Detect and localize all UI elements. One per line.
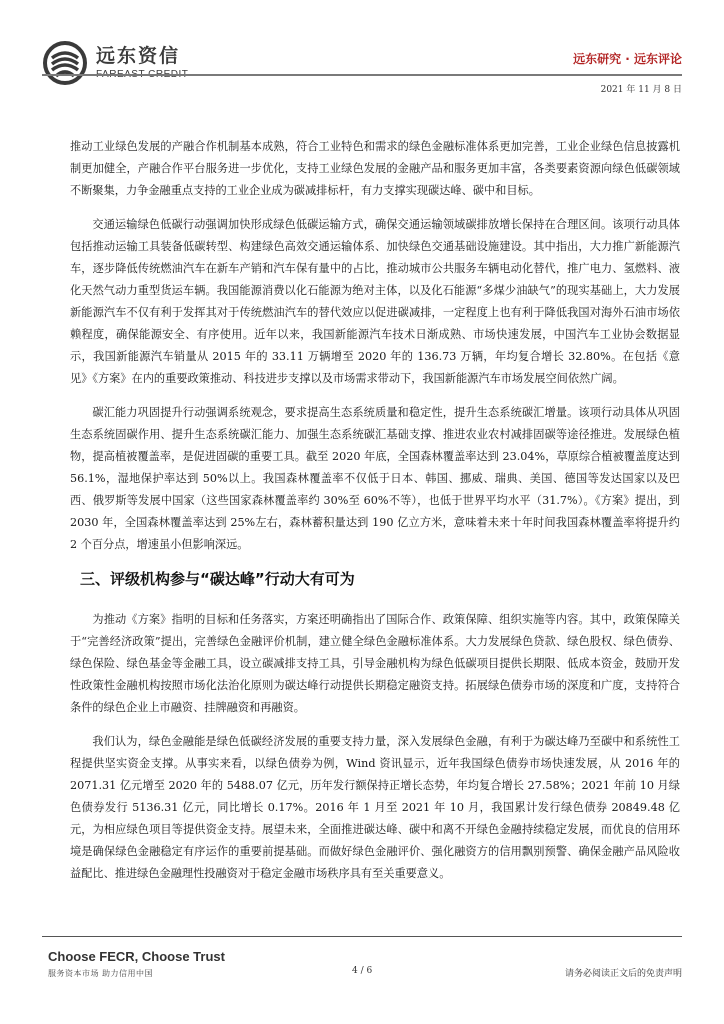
footer-disclaimer: 请务必阅读正文后的免责声明 bbox=[564, 969, 682, 979]
company-logo bbox=[42, 40, 188, 86]
footer-slogan-chinese: 服务资本市场 助力信用中国 bbox=[48, 969, 154, 978]
logo-chinese-name: 远东资信 bbox=[96, 45, 181, 67]
paragraph-policy: 为推动《方案》指明的目标和任务落实，方案还明确指出了国际合作、政策保障、组织实施等内容。其中，政策保障关于“完善经济政策”提出，完善绿色金融评价机制，建立健全绿色金融标准体系。大力发展绿色贷款、绿色股权、绿色债券、绿色保险、绿色基金等金融工具，设立碳减排支持工具，引导金融机构为绿色低碳项目提供长期限、低成本资金，鼓励开发性政策性金融机构按照市场化法治化原则为碳达峰行动提供长期稳定融资支持。拓展绿色债券市场的深度和广度，支持符合条件的绿色企业上市融资、挂牌融资和再融资。 bbox=[70, 613, 680, 714]
paragraph-green-finance: 我们认为，绿色金融能是绿色低碳经济发展的重要支持力量，深入发展绿色金融，有利于为碳达峰乃至碳中和系统性工程提供坚实资金支撑。从事实来看，以绿色债券为例，Wind 资讯显示，近年我国绿色债券市场快速发展，从 2016 年的 2071.31 亿元增至 2020 年的 5488.07 亿元，历年发行额保持正增长态势，年均复合增长 27.58%；2021 年前 10 月绿色债券发行 5136.31 亿元，同比增长 0.17%。2016 年 1 月至 2021 年 10 月，我国累计发行绿色债券 20849.48 亿元，为相应绿色项目等提供资金支持。展望未来，全面推进碳达峰、碳中和离不开绿色金融持续稳定发展，而优良的信用环境是确保绿色金融稳定有序运作的重要前提基础。而做好绿色金融评价、强化融资方的信用飘别预警、确保金融产品风险收益配比、推进绿色金融理性投融资对于稳定金融市场秩序具有至关重要意义。 bbox=[70, 735, 680, 880]
page-footer bbox=[0, 936, 724, 1024]
fareast-logo-icon bbox=[42, 40, 88, 86]
paragraph-transport: 交通运输绿色低碳行动强调加快形成绿色低碳运输方式，确保交通运输领域碳排放增长保持在合理区间。该项行动具体包括推动运输工具装备低碳转型、构建绿色高效交通运输体系、加快绿色交通基础设施建设。其中指出，大力推广新能源汽车，逐步降低传统燃油汽车在新车产销和汽车保有量中的占比，推动城市公共服务车辆电动化替代，推广电力、氢燃料、液化天然气动力重型货运车辆。我国能源消费以化石能源为绝对主体，以及化石能源“多煤少油缺气”的现实基础上，大力发展新能源汽车不仅有利于发挥其对于传统燃油汽车的替代效应以促进碳减排，一定程度上也有利于降低我国对海外石油市场依赖程度，确保能源安全、有序使用。近年以来，我国新能源汽车技术日渐成熟、市场快速发展，中国汽车工业协会数据显示，我国新能源汽车销量从 2015 年的 33.11 万辆增至 2020 年的 136.73 万辆，年均复合增长 32.80%。在包括《意见》《方案》在内的重要政策推动、科技进步支撑以及市场需求带动下，我国新能源汽车市场发展空间依然广阔。 bbox=[70, 218, 680, 385]
report-date: 2021 年 11 月 8 日 bbox=[600, 85, 682, 95]
footer-divider bbox=[42, 936, 682, 937]
article-body bbox=[70, 136, 680, 897]
section-heading: 三、评级机构参与“碳达峰”行动大有可为 bbox=[80, 570, 355, 588]
report-series: 远东研究 · 远东评论 bbox=[573, 52, 682, 66]
page-header bbox=[0, 0, 724, 110]
page-number: 4 / 6 bbox=[352, 966, 373, 976]
paragraph-industry: 推动工业绿色发展的产融合作机制基本成熟，符合工业特色和需求的绿色金融标准体系更加完善，工业企业绿色信息披露机制更加健全，产融合作平台服务进一步优化，支持工业绿色发展的金融产品和服务更加丰富，各类要素资源向绿色低碳领域不断聚集，力争金融重点支持的工业企业成为碳减排标杆，有力支撑实现碳达峰、碳中和目标。 bbox=[70, 140, 680, 197]
footer-slogan-english: Choose FECR, Choose Trust bbox=[48, 949, 225, 964]
paragraph-carbon-sink: 碳汇能力巩固提升行动强调系统观念，要求提高生态系统质量和稳定性，提升生态系统碳汇增量。该项行动具体从巩固生态系统固碳作用、提升生态系统碳汇能力、加强生态系统碳汇基础支撑、推进农业农村减排固碳等途径推进。发展绿色植物，提高植被覆盖率，是促进固碳的重要工具。截至 2020 年底，全国森林覆盖率达到 23.04%，草原综合植被覆盖度达到 56.1%，湿地保护率达到 50%以上。我国森林覆盖率不仅低于日本、韩国、挪威、瑞典、美国、德国等发达国家以及巴西、俄罗斯等发展中国家（这些国家森林覆盖率约 30%至 60%不等），也低于世界平均水平（31.7%）。《方案》提出，到 2030 年，全国森林覆盖率达到 25%左右，森林蓄积量达到 190 亿立方米，意味着未来十年时间我国森林覆盖率将提升约 2 个百分点，增速虽小但影响深远。 bbox=[70, 406, 680, 551]
header-divider bbox=[42, 74, 682, 76]
